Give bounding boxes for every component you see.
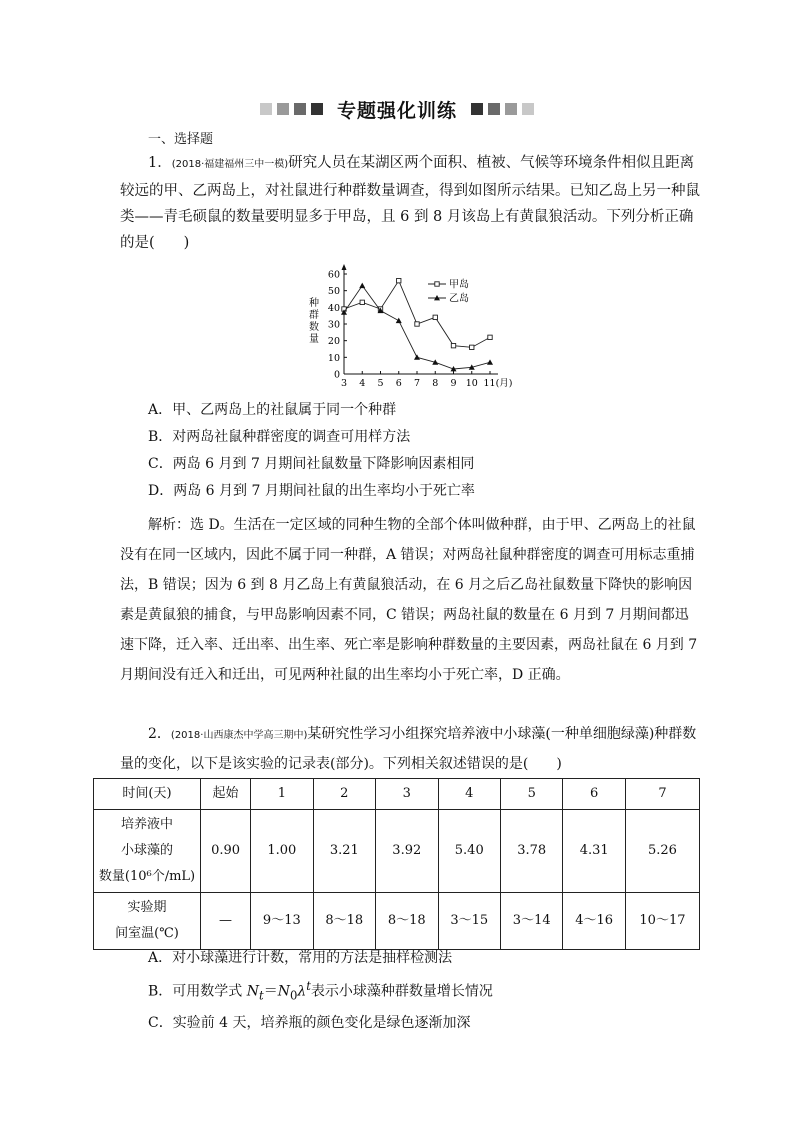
y-tick-label: 40: [327, 302, 340, 314]
formula-sub: 0: [289, 988, 298, 1003]
legend-marker: [435, 282, 439, 286]
q2-option-a: A．对小球藻进行计数，常用的方法是抽样检测法: [148, 950, 453, 966]
x-tick-label: 10: [465, 378, 478, 389]
x-tick-label: 3: [340, 378, 348, 389]
data-point: [470, 345, 474, 349]
label-line: 小球藻的: [120, 843, 173, 858]
table-row-label: [94, 893, 201, 950]
table-row: [94, 893, 700, 950]
population-chart: [300, 262, 520, 392]
table-cell: —: [201, 893, 251, 950]
label-line: 数量(10⁶个/mL): [98, 869, 196, 884]
q2-option-b: [148, 972, 493, 1009]
data-point: [415, 322, 419, 326]
y-tick-label: 0: [333, 369, 340, 381]
q1-option-b: B．对两岛社鼠种群密度的调查可用样方法: [148, 429, 411, 445]
formula-sub: t: [259, 988, 264, 1003]
q1-analysis: 解析：选 D。生活在一定区域的同种生物的全部个体叫做种群，由于甲、乙两岛上的社鼠没有在同一区域内，因此不属于同一种群，A 错误；对两岛社鼠种群密度的调查可用标志重捕法，B 错误；因为 6 到 8 月乙岛上有黄鼠狼活动，在 6 月之后乙岛社鼠数量下降快的影响因素是黄鼠狼的捕食，与甲岛影响因素不同，C 错误；两岛社鼠的数量在 6 月到 7 月期间都迅速下降，迁入率、迁出率、出生率、死亡率是影响种群数量的主要因素，两岛社鼠在 6 月到 7 月期间没有迁入和迁出，可见两种社鼠的出生率均小于死亡率，D 正确。: [120, 517, 698, 683]
table-cell: 6: [563, 779, 625, 810]
x-tick-label: 6: [395, 378, 402, 389]
q2-options: [148, 944, 493, 1037]
y-axis-label-char: 种: [309, 298, 319, 309]
chart-series: [341, 278, 493, 371]
q2-source: (2018·山西康杰中学高三期中): [170, 730, 308, 741]
table-cell: 起始: [201, 779, 251, 810]
q2-option-c: C．实验前 4 天，培养瓶的颜色变化是绿色逐渐加深: [148, 1015, 471, 1032]
label-line: 间室温(℃): [115, 926, 179, 941]
y-tick-label: 30: [327, 319, 340, 331]
y-tick-label: 20: [327, 336, 340, 348]
label-line: 培养液中: [120, 817, 173, 832]
data-point: [360, 300, 364, 304]
table-cell: 3～15: [438, 893, 500, 950]
record-table: [93, 778, 700, 950]
formula-var: N: [277, 983, 290, 1000]
data-point: [396, 318, 402, 323]
q1-option-a: A．甲、乙两岛上的社鼠属于同一个种群: [148, 402, 397, 418]
table-cell: 4.31: [563, 810, 625, 893]
x-tick-label: 8: [432, 378, 439, 389]
table-cell: 3: [376, 779, 438, 810]
q2-text: 某研究性学习小组探究培养液中小球藻(一种单细胞绿藻)种群数量的变化，以下是该实验的记录表(部分)。下列相关叙述错误的是( ): [120, 726, 697, 772]
square-icon: [505, 103, 517, 115]
formula-sup: t: [306, 979, 311, 993]
x-tick-label: 4: [359, 378, 366, 389]
formula-var: λ: [297, 983, 307, 1000]
formula-eq: ＝: [263, 983, 278, 1000]
q1-option-d: D．两岛 6 月到 7 月期间社鼠的出生率均小于死亡率: [148, 483, 475, 499]
square-icon: [294, 103, 306, 115]
formula-var: N: [246, 983, 259, 1000]
table-cell: 4: [438, 779, 500, 810]
table-cell: 1: [251, 779, 313, 810]
y-axis-label-char: 数: [309, 322, 319, 333]
legend-label: 甲岛: [449, 279, 469, 291]
label-line: 实验期: [127, 900, 167, 915]
data-point: [359, 283, 365, 288]
page-title: 专题强化训练: [336, 99, 457, 122]
table-cell: 5.40: [438, 810, 500, 893]
y-tick-label: 60: [327, 269, 340, 281]
table-cell: 3～14: [500, 893, 562, 950]
data-point: [397, 278, 401, 282]
left-decor: [260, 103, 323, 115]
section-label: 一、选择题: [148, 132, 214, 147]
option-b-text: B．可用数学式: [148, 983, 247, 1000]
data-point: [433, 315, 437, 319]
q1-options: [148, 397, 475, 505]
table-cell: 9～13: [251, 893, 313, 950]
x-tick-label: 5: [377, 378, 384, 389]
y-axis-label-char: 量: [309, 334, 319, 345]
q1-option-c: C．两岛 6 月到 7 月期间社鼠数量下降影响因素相同: [148, 456, 475, 472]
data-point: [488, 335, 492, 339]
square-icon: [260, 103, 272, 115]
table-cell: 时间(天): [94, 779, 201, 810]
data-point: [414, 354, 420, 359]
table-cell: 2: [313, 779, 375, 810]
data-point: [451, 343, 455, 347]
q1-number: 1．: [148, 155, 172, 171]
table-cell: 3.21: [313, 810, 375, 893]
table-header-row: [94, 779, 700, 810]
legend-label: 乙岛: [449, 293, 469, 305]
table-row-label: [94, 810, 201, 893]
square-icon: [277, 103, 289, 115]
table-cell: 8～18: [376, 893, 438, 950]
table-row: [94, 810, 700, 893]
square-icon: [311, 103, 323, 115]
table-cell: 0.90: [201, 810, 251, 893]
table-cell: 5.26: [625, 810, 699, 893]
y-tick-label: 10: [327, 352, 340, 364]
question-2: [120, 720, 700, 778]
table-cell: 7: [625, 779, 699, 810]
table-cell: 5: [500, 779, 562, 810]
y-tick-label: 50: [327, 286, 340, 298]
q2-number: 2．: [148, 726, 171, 742]
y-axis-arrow-icon: [342, 264, 347, 270]
y-axis-label: [309, 296, 319, 345]
q1-source: (2018·福建福州三中一模): [171, 159, 289, 170]
table-cell: 4～16: [563, 893, 625, 950]
chart-legend: [428, 278, 469, 305]
chart-axes: [342, 264, 499, 374]
x-tick-label: 9: [450, 378, 457, 389]
x-tick-label: 7: [413, 378, 421, 389]
q1-text: 研究人员在某湖区两个面积、植被、气候等环境条件相似且距离较远的甲、乙两岛上，对社鼠进行种群数量调查，得到如图所示结果。已知乙岛上另一种鼠类——青毛硕鼠的数量要明显多于甲岛，且 6 到 8 月该岛上有黄鼠狼活动。下列分析正确的是( ): [120, 155, 700, 251]
y-axis-label-char: 群: [309, 310, 319, 321]
x-tick-label: 11(月): [483, 378, 513, 389]
question-1: [120, 150, 700, 256]
square-icon: [471, 103, 483, 115]
right-decor: [471, 103, 534, 115]
square-icon: [522, 103, 534, 115]
table-cell: 1.00: [251, 810, 313, 893]
square-icon: [488, 103, 500, 115]
header: [0, 96, 794, 122]
table-cell: 3.92: [376, 810, 438, 893]
table-cell: 10～17: [625, 893, 699, 950]
data-point: [487, 359, 493, 364]
table-cell: 8～18: [313, 893, 375, 950]
option-b-text: 表示小球藻种群数量增长情况: [310, 983, 493, 1000]
table-cell: 3.78: [500, 810, 562, 893]
